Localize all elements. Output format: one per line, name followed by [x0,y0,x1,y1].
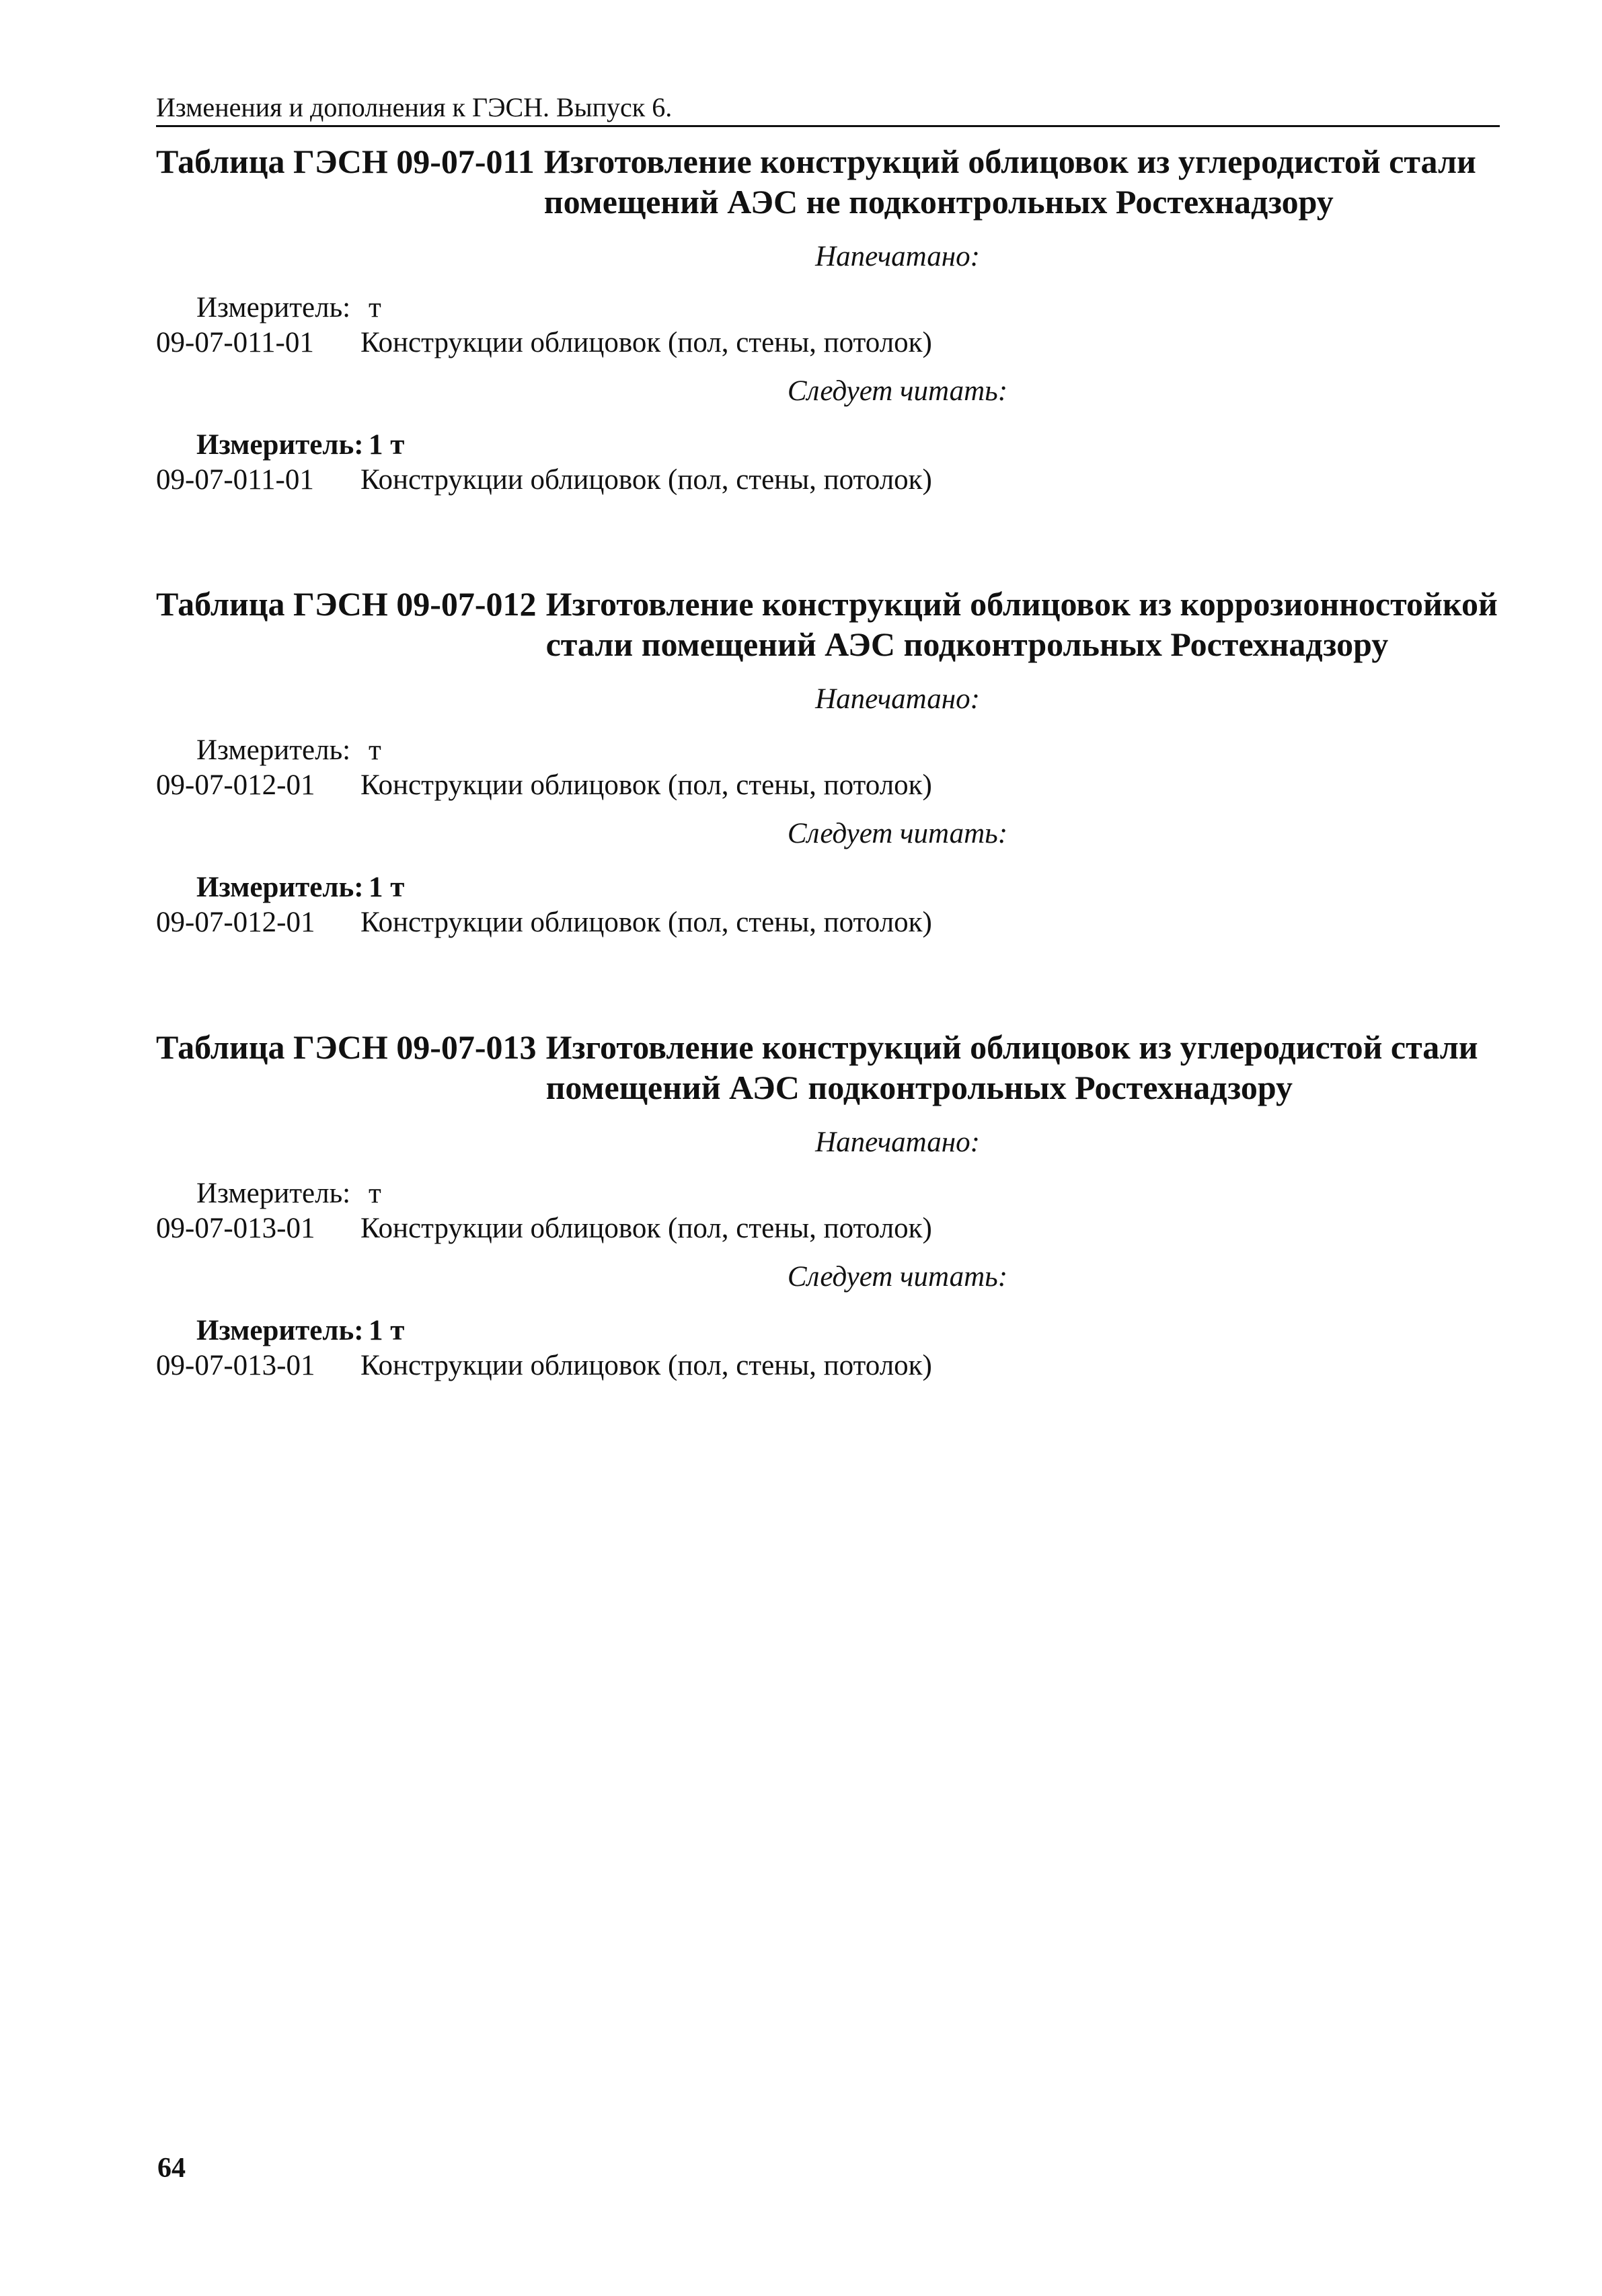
item-description: Конструкции облицовок (пол, стены, потолок) [360,327,932,358]
item-code: 09-07-013-01 [156,1213,315,1244]
measure-label: Измеритель: [196,734,351,766]
read-measure-row [156,428,1508,463]
item-code: 09-07-012-01 [156,769,315,801]
section-09-07-012 [156,584,1508,940]
printed-label: Напечатано: [815,241,980,272]
page-number: 64 [157,2153,186,2184]
printed-item-row [156,326,1508,360]
printed-item-row [156,1211,1508,1246]
printed-measure-row [156,291,1508,326]
title-line-1: Изготовление конструкций облицовок из углеродистой стали [545,1028,1478,1066]
measure-label: Измеритель: [196,1178,351,1209]
printed-item-row [156,768,1508,803]
item-description: Конструкции облицовок (пол, стены, потолок) [360,907,932,938]
item-description: Конструкции облицовок (пол, стены, потолок) [360,1350,932,1381]
measure-value: т [369,1178,381,1209]
title-line-2: помещений АЭС подконтрольных Ростехнадзору [545,1069,1293,1106]
read-label: Следует читать: [787,375,1008,407]
section-title [156,584,1508,664]
measure-value: 1 т [369,1315,405,1346]
section-09-07-013 [156,1027,1508,1383]
read-label: Следует читать: [787,1261,1008,1293]
read-item-row [156,463,1508,498]
title-line-1: Изготовление конструкций облицовок из коррозионностойкой [545,585,1498,623]
measure-label: Измеритель: [196,429,364,461]
measure-value: т [369,292,381,323]
title-line-2: помещений АЭС не подконтрольных Ростехнадзору [543,183,1334,221]
printed-label: Напечатано: [815,1126,980,1158]
table-number: Таблица ГЭСН 09-07-012 [156,585,537,623]
table-number: Таблица ГЭСН 09-07-013 [156,1028,537,1066]
read-item-row [156,905,1508,940]
item-code: 09-07-013-01 [156,1350,315,1381]
read-measure-row [156,870,1508,905]
measure-label: Измеритель: [196,292,351,323]
section-09-07-011 [156,141,1508,498]
running-header: Изменения и дополнения к ГЭСН. Выпуск 6. [156,91,1500,127]
measure-value: 1 т [369,872,405,903]
section-title [156,141,1508,222]
printed-label: Напечатано: [815,683,980,715]
item-description: Конструкции облицовок (пол, стены, потолок) [360,769,932,801]
table-number: Таблица ГЭСН 09-07-011 [156,143,535,180]
title-line-1: Изготовление конструкций облицовок из углеродистой стали [543,143,1476,180]
read-item-row [156,1348,1508,1383]
item-description: Конструкции облицовок (пол, стены, потолок) [360,1213,932,1244]
item-code: 09-07-011-01 [156,464,314,496]
measure-label: Измеритель: [196,872,364,903]
item-description: Конструкции облицовок (пол, стены, потолок) [360,464,932,496]
read-measure-row [156,1313,1508,1348]
measure-label: Измеритель: [196,1315,364,1346]
printed-measure-row [156,733,1508,768]
item-code: 09-07-012-01 [156,907,315,938]
read-label: Следует читать: [787,818,1008,849]
measure-value: т [369,734,381,766]
item-code: 09-07-011-01 [156,327,314,358]
title-line-2: стали помещений АЭС подконтрольных Ростехнадзору [545,625,1389,663]
measure-value: 1 т [369,429,405,461]
section-title [156,1027,1508,1108]
printed-measure-row [156,1176,1508,1211]
